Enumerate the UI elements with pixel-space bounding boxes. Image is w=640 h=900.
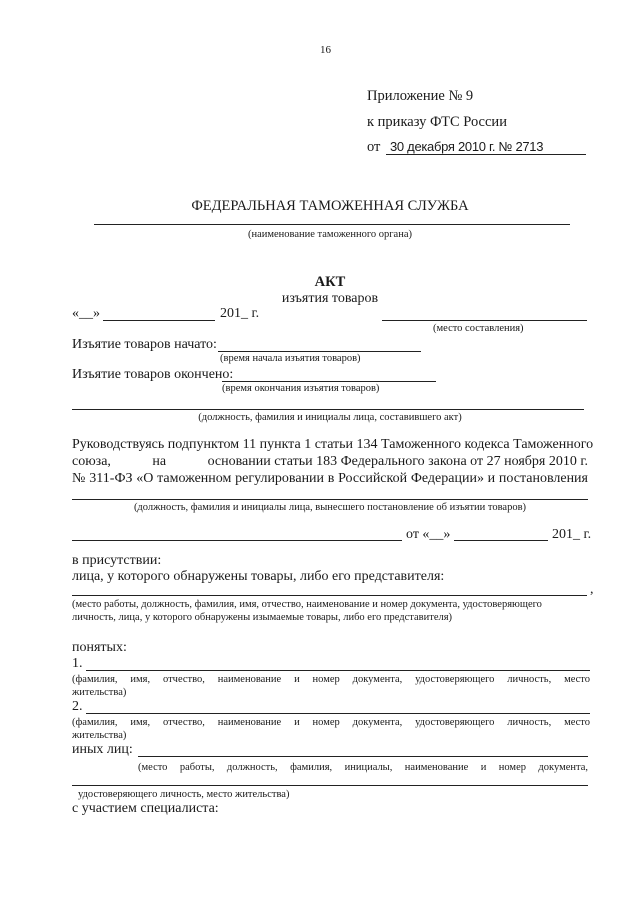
start-label: Изъятие товаров начато:	[72, 337, 217, 352]
start-caption: (время начала изъятия товаров)	[220, 353, 361, 364]
others-label: иных лиц:	[72, 742, 133, 757]
owner-caption-2: личность, лица, у которого обнаружены изымаемые товары, либо его представителя)	[72, 612, 453, 623]
end-caption: (время окончания изъятия товаров)	[222, 383, 380, 394]
others-caption-1: (место работы, должность, фамилия, инициалы, наименование и номер документа,	[138, 762, 588, 773]
appendix-line-3-prefix: от	[367, 139, 381, 155]
agency-caption: (наименование таможенного органа)	[247, 229, 412, 240]
act-title: АКТ	[314, 274, 346, 290]
basis-line-3: № 311-ФЗ «О таможенном регулировании в Российской Федерации» и постановления	[72, 471, 588, 486]
witness-1-caption-2: жительства)	[72, 687, 127, 698]
presence-label: в присутствии:	[72, 553, 162, 568]
witness-2-caption-1: (фамилия, имя, отчество, наименование и номер документа, удостоверяющего личность, место	[72, 717, 590, 728]
decision-author-caption: (должность, фамилия и инициалы лица, вынесшего постановление об изъятии товаров)	[133, 502, 527, 513]
owner-comma: ,	[590, 582, 594, 597]
end-time-field[interactable]	[222, 381, 436, 382]
basis-line-2c: основании статьи 183 Федерального закона от 27 ноября 2010 г.	[207, 454, 588, 469]
date-month-field[interactable]	[103, 320, 215, 321]
others-field[interactable]	[138, 756, 588, 757]
act-subtitle: изъятия товаров	[281, 291, 379, 306]
basis-line-2a: союза,	[72, 454, 111, 469]
appendix-order-ref: 30 декабря 2010 г. № 2713	[386, 139, 586, 155]
decision-author-field[interactable]	[72, 499, 588, 500]
witness-2-field[interactable]	[86, 713, 590, 714]
start-time-field[interactable]	[218, 351, 421, 352]
appendix-line-2: к приказу ФТС России	[367, 114, 507, 130]
end-label: Изъятие товаров окончено:	[72, 367, 234, 382]
witness-2-caption-2: жительства)	[72, 730, 127, 741]
author-field[interactable]	[72, 409, 584, 410]
owner-field[interactable]	[72, 595, 587, 596]
witness-1-caption-1: (фамилия, имя, отчество, наименование и номер документа, удостоверяющего личность, место	[72, 674, 590, 685]
agency-line	[94, 224, 570, 225]
witness-1-num: 1.	[72, 656, 83, 671]
place-field[interactable]	[382, 320, 587, 321]
decision-date-prefix: от «__»	[406, 527, 451, 542]
basis-line-2	[72, 454, 588, 470]
specialist-label: с участием специалиста:	[72, 801, 219, 816]
basis-line-1: Руководствуясь подпунктом 11 пункта 1 статьи 134 Таможенного кодекса Таможенного	[72, 437, 594, 452]
date-day: «__»	[72, 306, 100, 321]
owner-label: лица, у которого обнаружены товары, либо его представителя:	[72, 569, 445, 584]
witnesses-label: понятых:	[72, 640, 127, 655]
decision-date-year: 201_ г.	[552, 527, 592, 542]
witness-2-num: 2.	[72, 699, 83, 714]
author-caption: (должность, фамилия и инициалы лица, составившего акт)	[198, 412, 462, 423]
others-caption-2: удостоверяющего личность, место жительства)	[78, 789, 290, 800]
appendix-line-1: Приложение № 9	[367, 88, 474, 104]
page-number: 16	[320, 44, 331, 56]
others-field-2[interactable]	[72, 785, 588, 786]
owner-caption-1: (место работы, должность, фамилия, имя, отчество, наименование и номер документа, удостоверяющего	[72, 599, 542, 610]
date-year: 201_ г.	[220, 306, 260, 321]
agency-name: ФЕДЕРАЛЬНАЯ ТАМОЖЕННАЯ СЛУЖБА	[191, 198, 469, 214]
decision-month-field[interactable]	[454, 540, 548, 541]
place-caption: (место составления)	[433, 323, 524, 334]
decision-field[interactable]	[72, 540, 402, 541]
basis-line-2b: на	[152, 454, 167, 469]
witness-1-field[interactable]	[86, 670, 590, 671]
